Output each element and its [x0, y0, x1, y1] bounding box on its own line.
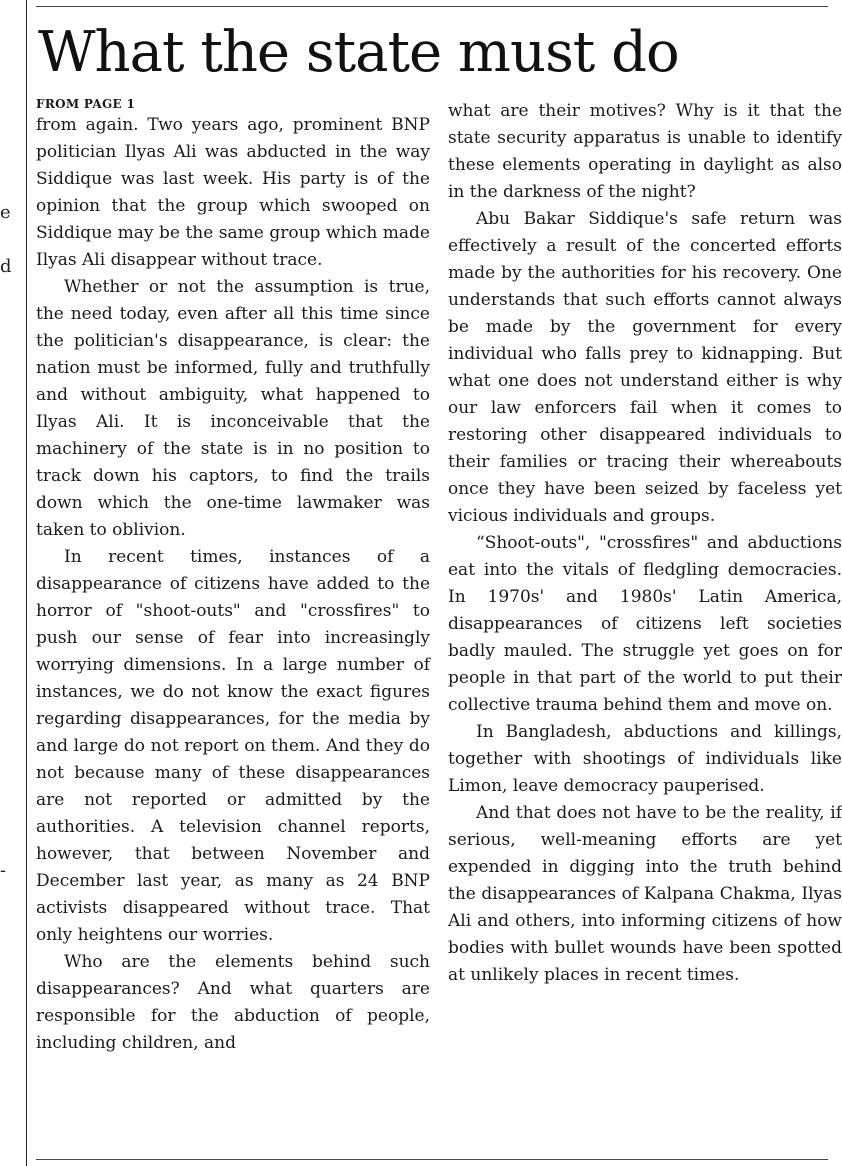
top-rule: [36, 6, 828, 7]
adjacent-column-fragment: d: [0, 256, 12, 277]
adjacent-column-fragment: -: [0, 860, 7, 881]
paragraph: what are their motives? Why is it that the state security apparatus is unable to identify these elements operating in daylight as also in the darkness of the night?: [448, 101, 842, 202]
paragraph: Abu Bakar Siddique's safe return was effectively a result of the concerted efforts made by the authorities for his recovery. One understands that such efforts cannot always be made by the government for every individual who falls prey to kidnapping. But what one does not understand either is why our law enforcers fail when it comes to restoring other disappeared individuals to their families or tracing their whereabouts once they have been seized by faceless yet vicious individuals and groups.: [448, 209, 842, 526]
paragraph: Whether or not the assumption is true, the need today, even after all this time since the politician's disappearance, is clear: the nation must be informed, fully and truthfully and without ambiguity, what happened to Ilyas Ali. It is inconceivable that the machinery of the state is in no position to track down his captors, to find the trails down which the one-time lawmaker was taken to oblivion.: [36, 277, 430, 540]
paragraph: In recent times, instances of a disappearance of citizens have added to the horror of "shoot-outs" and "crossfires" to push our sense of fear into increasingly worrying dimensions. In a large number of instances, we do not know the exact figures regarding disappearances, for the media by and large do not report on them. And they do not because many of these disappearances are not reported or admitted by the authorities. A television channel reports, however, that between November and December last year, as many as 24 BNP activists disappeared without trace. That only heightens our worries.: [36, 547, 430, 945]
adjacent-column-fragment: e: [0, 202, 11, 223]
paragraph: In Bangladesh, abductions and killings, together with shootings of individuals like Limon, leave democracy pauperised.: [448, 722, 842, 796]
kicker-from-page: FROM PAGE 1: [36, 97, 136, 111]
paragraph: from again. Two years ago, prominent BNP politician Ilyas Ali was abducted in the way Siddique was last week. His party is of the opinion that the group which swooped on Siddique may be the same group which made Ilyas Ali disappear without trace.: [36, 115, 430, 270]
paragraph: Who are the elements behind such disappearances? And what quarters are responsible for the abduction of people, including children, and: [36, 952, 430, 1053]
column-divider-left: [26, 0, 27, 1166]
headline: What the state must do: [38, 20, 679, 85]
article-column-left: [36, 96, 430, 1057]
paragraph: “Shoot-outs", "crossfires" and abductions eat into the vitals of fledgling democracies. In 1970s' and 1980s' Latin America, disappearances of citizens left societies badly mauled. The struggle yet goes on for people in that part of the world to put their collective trauma behind them and move on.: [448, 533, 842, 715]
bottom-rule: [36, 1159, 828, 1160]
paragraph: And that does not have to be the reality, if serious, well-meaning efforts are yet expended in digging into the truth behind the disappearances of Kalpana Chakma, Ilyas Ali and others, into informing citizens of how bodies with bullet wounds have been spotted at unlikely places in recent times.: [448, 803, 842, 985]
article-column-right: [448, 98, 842, 989]
